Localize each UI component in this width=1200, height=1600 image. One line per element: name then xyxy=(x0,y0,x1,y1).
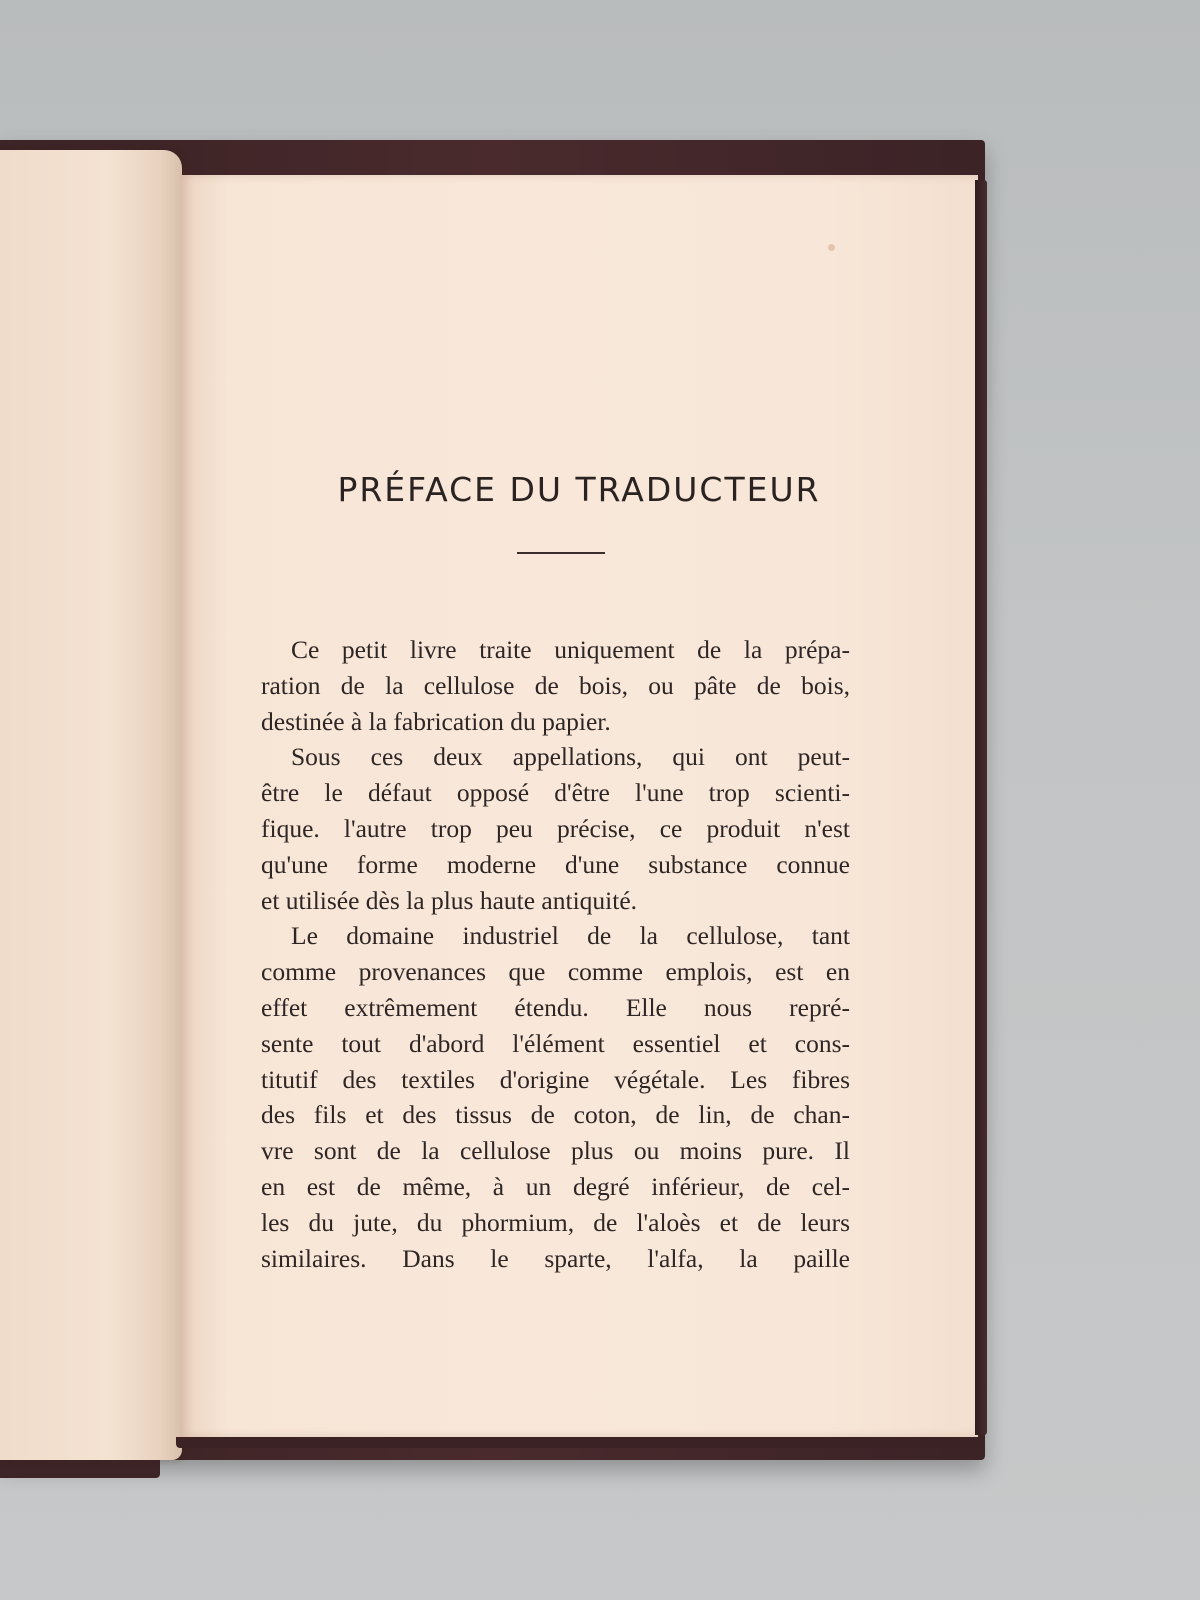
title-rule xyxy=(517,552,605,554)
cover-edge-bottom xyxy=(176,1437,984,1448)
text-line: comme provenances que comme emplois, est en xyxy=(261,957,850,987)
text-line: qu'une forme moderne d'une substance connue xyxy=(261,849,850,879)
preface-text xyxy=(261,632,850,1276)
page-title: PRÉFACE DU TRADUCTEUR xyxy=(337,470,821,509)
text-line: titutif des textiles d'origine végétale. Les fibres xyxy=(261,1064,850,1094)
text-line: ration de la cellulose de bois, ou pâte de bois, xyxy=(261,670,850,700)
foxing-spot xyxy=(828,244,835,251)
text-line: effet extrêmement étendu. Elle nous repré- xyxy=(261,992,850,1022)
text-line: similaires. Dans le sparte, l'alfa, la paille xyxy=(261,1243,850,1273)
text-line: fique. l'autre trop peu précise, ce produit n'est xyxy=(261,813,850,843)
left-page xyxy=(0,150,182,1460)
text-line: sente tout d'abord l'élément essentiel et cons- xyxy=(261,1028,850,1058)
text-line: en est de même, à un degré inférieur, de cel- xyxy=(261,1171,850,1201)
text-line: et utilisée dès la plus haute antiquité. xyxy=(261,885,638,915)
text-line: Sous ces deux appellations, qui ont peut- xyxy=(291,742,850,772)
text-line: être le défaut opposé d'être l'une trop scienti- xyxy=(261,778,850,808)
cover-edge-right xyxy=(975,180,987,1435)
text-line: vre sont de la cellulose plus ou moins pure. Il xyxy=(261,1136,850,1166)
text-line: Ce petit livre traite uniquement de la prépa- xyxy=(291,635,850,664)
text-line: Le domaine industriel de la cellulose, tant xyxy=(291,921,850,951)
text-line: des fils et des tissus de coton, de lin, de chan- xyxy=(261,1100,850,1130)
text-line: les du jute, du phormium, de l'aloès et de leurs xyxy=(261,1207,850,1237)
text-line: destinée à la fabrication du papier. xyxy=(261,706,611,736)
